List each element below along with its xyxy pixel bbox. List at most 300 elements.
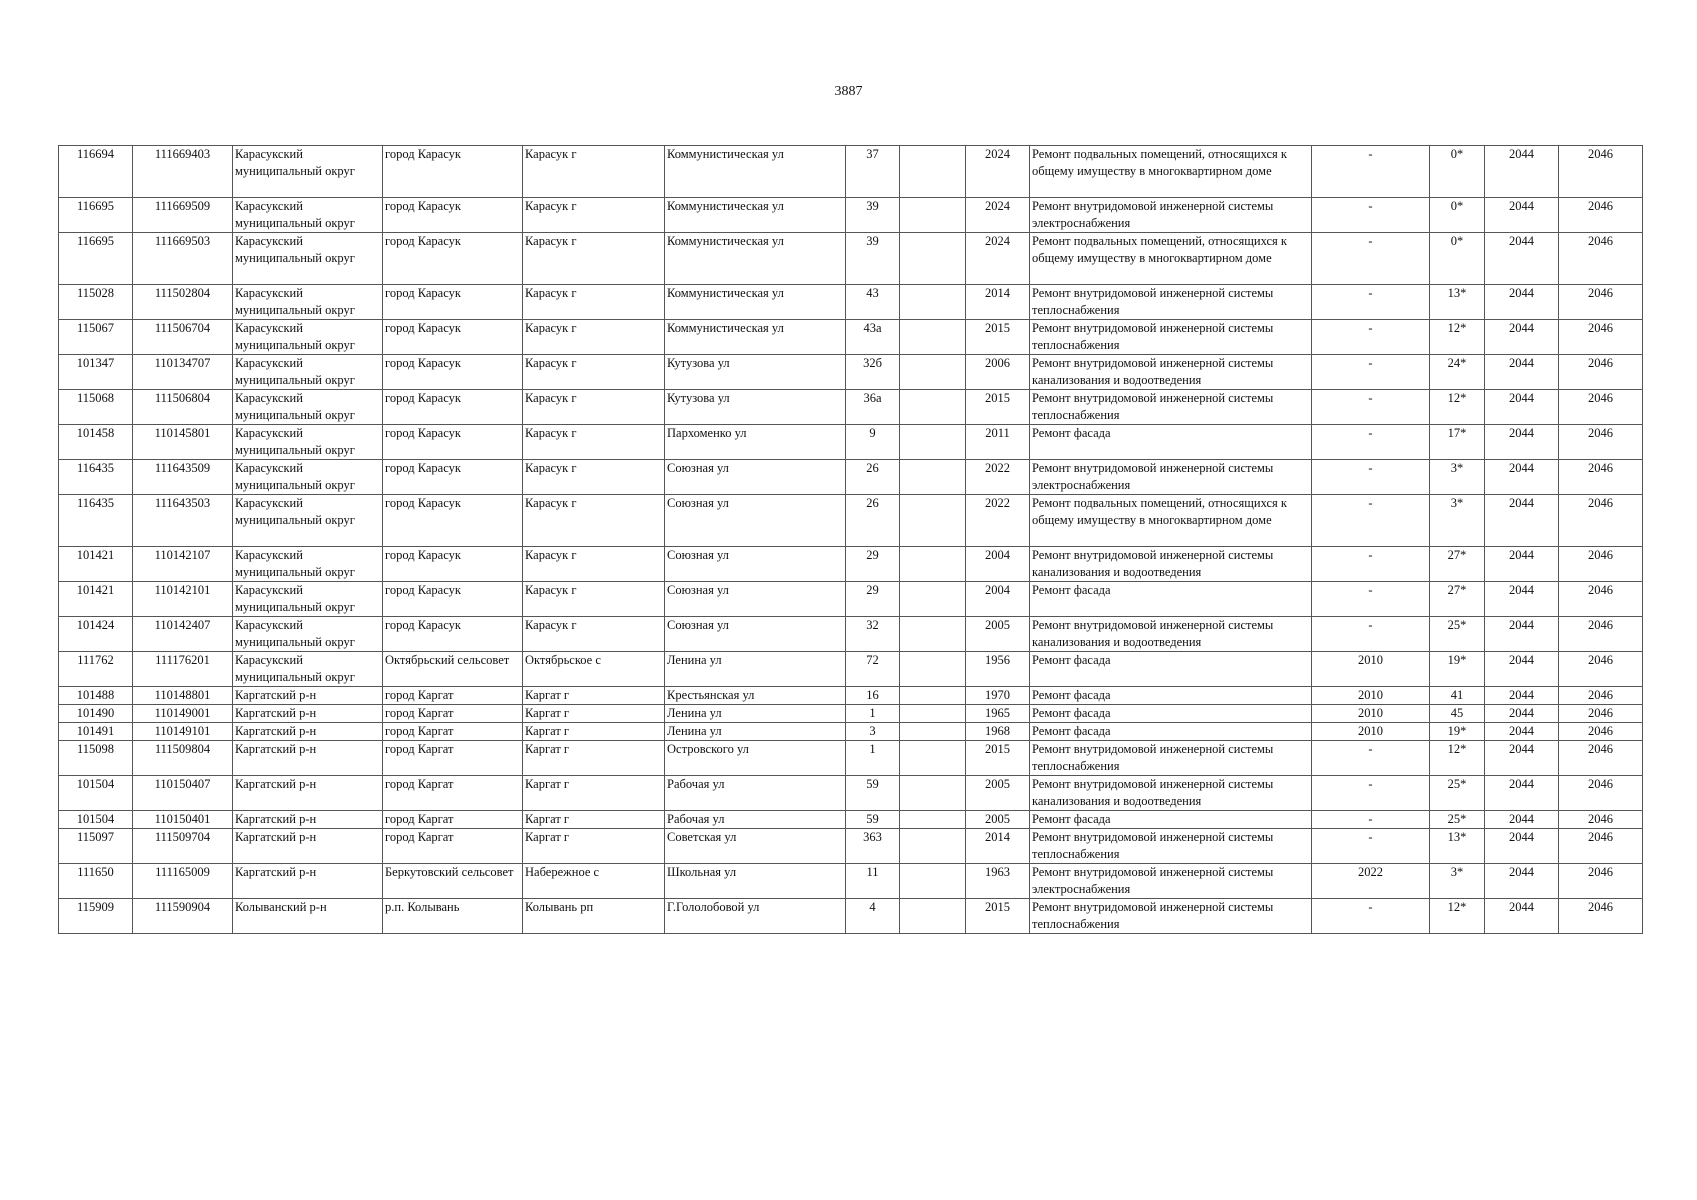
cell-end-year: 2046 (1559, 425, 1643, 460)
cell-municipality: Каргатский р-н (233, 811, 383, 829)
cell-building (900, 652, 966, 687)
table-row (59, 723, 1643, 741)
cell-house-number: 26 (846, 495, 900, 547)
cell-municipality: Каргатский р-н (233, 705, 383, 723)
cell-house-number: 37 (846, 146, 900, 198)
cell-end-year: 2046 (1559, 390, 1643, 425)
cell-settlement: город Каргат (383, 811, 523, 829)
cell-year-built: 1956 (966, 652, 1030, 687)
cell-end-year: 2046 (1559, 285, 1643, 320)
cell-year-built: 2024 (966, 233, 1030, 285)
cell-start-year: 2044 (1485, 425, 1559, 460)
cell-start-year: 2044 (1485, 811, 1559, 829)
cell-object-id: 116695 (59, 233, 133, 285)
cell-building (900, 285, 966, 320)
cell-building (900, 460, 966, 495)
cell-settlement: город Карасук (383, 285, 523, 320)
cell-wear: 24* (1430, 355, 1485, 390)
cell-last-repair-year: - (1312, 146, 1430, 198)
table-row (59, 705, 1643, 723)
cell-end-year: 2046 (1559, 811, 1643, 829)
cell-street: Ленина ул (665, 652, 846, 687)
cell-work-id: 111669509 (133, 198, 233, 233)
cell-building (900, 899, 966, 934)
cell-last-repair-year: - (1312, 355, 1430, 390)
table-row (59, 285, 1643, 320)
cell-last-repair-year: - (1312, 617, 1430, 652)
cell-building (900, 320, 966, 355)
cell-wear: 12* (1430, 899, 1485, 934)
cell-house-number: 9 (846, 425, 900, 460)
cell-object-id: 116694 (59, 146, 133, 198)
table-row (59, 355, 1643, 390)
cell-work-type: Ремонт фасада (1030, 687, 1312, 705)
cell-work-id: 110142407 (133, 617, 233, 652)
cell-work-id: 111509804 (133, 741, 233, 776)
cell-wear: 0* (1430, 198, 1485, 233)
cell-work-type: Ремонт внутридомовой инженерной системы электроснабжения (1030, 198, 1312, 233)
cell-object-id: 116435 (59, 460, 133, 495)
cell-municipality: Карасукский муниципальный округ (233, 652, 383, 687)
cell-last-repair-year: - (1312, 460, 1430, 495)
cell-locality: Карасук г (523, 355, 665, 390)
cell-street: Пархоменко ул (665, 425, 846, 460)
cell-locality: Каргат г (523, 776, 665, 811)
cell-last-repair-year: 2010 (1312, 705, 1430, 723)
cell-street: Кутузова ул (665, 390, 846, 425)
cell-object-id: 101491 (59, 723, 133, 741)
cell-wear: 0* (1430, 233, 1485, 285)
cell-wear: 13* (1430, 829, 1485, 864)
cell-municipality: Каргатский р-н (233, 829, 383, 864)
cell-locality: Карасук г (523, 390, 665, 425)
cell-wear: 3* (1430, 495, 1485, 547)
cell-year-built: 2014 (966, 829, 1030, 864)
cell-end-year: 2046 (1559, 776, 1643, 811)
cell-end-year: 2046 (1559, 320, 1643, 355)
cell-work-id: 111502804 (133, 285, 233, 320)
cell-start-year: 2044 (1485, 547, 1559, 582)
cell-wear: 19* (1430, 723, 1485, 741)
cell-work-type: Ремонт фасада (1030, 723, 1312, 741)
cell-locality: Набережное с (523, 864, 665, 899)
cell-last-repair-year: - (1312, 320, 1430, 355)
cell-building (900, 811, 966, 829)
cell-start-year: 2044 (1485, 233, 1559, 285)
cell-settlement: город Карасук (383, 390, 523, 425)
cell-last-repair-year: - (1312, 899, 1430, 934)
cell-work-id: 111506804 (133, 390, 233, 425)
table-row (59, 390, 1643, 425)
cell-locality: Октябрьское с (523, 652, 665, 687)
cell-end-year: 2046 (1559, 705, 1643, 723)
cell-settlement: город Карасук (383, 425, 523, 460)
page-number: 3887 (834, 84, 863, 99)
cell-settlement: город Карасук (383, 233, 523, 285)
cell-locality: Карасук г (523, 547, 665, 582)
cell-settlement: город Карасук (383, 617, 523, 652)
table-row (59, 320, 1643, 355)
cell-work-type: Ремонт фасада (1030, 811, 1312, 829)
cell-wear: 45 (1430, 705, 1485, 723)
cell-wear: 19* (1430, 652, 1485, 687)
cell-municipality: Каргатский р-н (233, 776, 383, 811)
cell-locality: Карасук г (523, 495, 665, 547)
cell-street: Союзная ул (665, 547, 846, 582)
cell-work-id: 110150401 (133, 811, 233, 829)
cell-municipality: Карасукский муниципальный округ (233, 617, 383, 652)
cell-work-id: 110149001 (133, 705, 233, 723)
cell-start-year: 2044 (1485, 355, 1559, 390)
table-row (59, 811, 1643, 829)
cell-building (900, 705, 966, 723)
cell-work-type: Ремонт фасада (1030, 582, 1312, 617)
cell-year-built: 2004 (966, 547, 1030, 582)
cell-house-number: 3 (846, 723, 900, 741)
cell-municipality: Карасукский муниципальный округ (233, 355, 383, 390)
cell-street: Коммунистическая ул (665, 198, 846, 233)
cell-building (900, 425, 966, 460)
cell-work-type: Ремонт внутридомовой инженерной системы канализования и водоотведения (1030, 355, 1312, 390)
cell-locality: Колывань рп (523, 899, 665, 934)
cell-settlement: город Карасук (383, 547, 523, 582)
cell-year-built: 2005 (966, 776, 1030, 811)
cell-end-year: 2046 (1559, 652, 1643, 687)
cell-street: Рабочая ул (665, 776, 846, 811)
cell-work-id: 110142101 (133, 582, 233, 617)
cell-end-year: 2046 (1559, 146, 1643, 198)
cell-object-id: 116695 (59, 198, 133, 233)
cell-last-repair-year: - (1312, 582, 1430, 617)
cell-settlement: город Каргат (383, 829, 523, 864)
cell-end-year: 2046 (1559, 723, 1643, 741)
cell-building (900, 495, 966, 547)
cell-year-built: 2022 (966, 460, 1030, 495)
cell-municipality: Карасукский муниципальный округ (233, 146, 383, 198)
cell-end-year: 2046 (1559, 495, 1643, 547)
cell-object-id: 101347 (59, 355, 133, 390)
cell-start-year: 2044 (1485, 582, 1559, 617)
cell-wear: 12* (1430, 741, 1485, 776)
cell-locality: Каргат г (523, 829, 665, 864)
cell-end-year: 2046 (1559, 582, 1643, 617)
cell-last-repair-year: - (1312, 425, 1430, 460)
cell-locality: Каргат г (523, 687, 665, 705)
cell-last-repair-year: - (1312, 233, 1430, 285)
cell-house-number: 43а (846, 320, 900, 355)
cell-locality: Карасук г (523, 617, 665, 652)
cell-street: Союзная ул (665, 617, 846, 652)
cell-end-year: 2046 (1559, 864, 1643, 899)
cell-wear: 3* (1430, 864, 1485, 899)
cell-work-type: Ремонт внутридомовой инженерной системы канализования и водоотведения (1030, 776, 1312, 811)
cell-work-id: 111669503 (133, 233, 233, 285)
cell-object-id: 101421 (59, 582, 133, 617)
cell-start-year: 2044 (1485, 460, 1559, 495)
cell-end-year: 2046 (1559, 741, 1643, 776)
cell-house-number: 32б (846, 355, 900, 390)
cell-year-built: 1968 (966, 723, 1030, 741)
cell-building (900, 829, 966, 864)
cell-municipality: Карасукский муниципальный округ (233, 425, 383, 460)
cell-last-repair-year: 2022 (1312, 864, 1430, 899)
cell-end-year: 2046 (1559, 460, 1643, 495)
cell-house-number: 43 (846, 285, 900, 320)
cell-house-number: 11 (846, 864, 900, 899)
table-row (59, 829, 1643, 864)
cell-wear: 41 (1430, 687, 1485, 705)
cell-wear: 12* (1430, 320, 1485, 355)
cell-municipality: Каргатский р-н (233, 741, 383, 776)
cell-street: Коммунистическая ул (665, 146, 846, 198)
cell-house-number: 29 (846, 582, 900, 617)
cell-street: Г.Гололобовой ул (665, 899, 846, 934)
cell-house-number: 4 (846, 899, 900, 934)
cell-year-built: 2004 (966, 582, 1030, 617)
cell-year-built: 2014 (966, 285, 1030, 320)
cell-house-number: 363 (846, 829, 900, 864)
table-row (59, 198, 1643, 233)
cell-building (900, 198, 966, 233)
cell-house-number: 59 (846, 811, 900, 829)
cell-last-repair-year: - (1312, 741, 1430, 776)
cell-municipality: Карасукский муниципальный округ (233, 198, 383, 233)
cell-work-type: Ремонт фасада (1030, 425, 1312, 460)
cell-wear: 27* (1430, 547, 1485, 582)
cell-building (900, 723, 966, 741)
cell-locality: Каргат г (523, 705, 665, 723)
cell-municipality: Карасукский муниципальный округ (233, 233, 383, 285)
cell-start-year: 2044 (1485, 390, 1559, 425)
cell-municipality: Карасукский муниципальный округ (233, 547, 383, 582)
cell-work-type: Ремонт подвальных помещений, относящихся к общему имуществу в многоквартирном доме (1030, 495, 1312, 547)
cell-last-repair-year: - (1312, 495, 1430, 547)
cell-locality: Карасук г (523, 460, 665, 495)
cell-year-built: 2006 (966, 355, 1030, 390)
cell-object-id: 101421 (59, 547, 133, 582)
cell-work-id: 111509704 (133, 829, 233, 864)
cell-work-type: Ремонт внутридомовой инженерной системы канализования и водоотведения (1030, 547, 1312, 582)
cell-work-id: 110148801 (133, 687, 233, 705)
cell-work-id: 111590904 (133, 899, 233, 934)
cell-work-type: Ремонт внутридомовой инженерной системы теплоснабжения (1030, 899, 1312, 934)
cell-year-built: 2024 (966, 146, 1030, 198)
cell-settlement: город Каргат (383, 687, 523, 705)
cell-last-repair-year: 2010 (1312, 723, 1430, 741)
cell-street: Союзная ул (665, 582, 846, 617)
cell-end-year: 2046 (1559, 355, 1643, 390)
cell-last-repair-year: - (1312, 829, 1430, 864)
cell-locality: Карасук г (523, 285, 665, 320)
cell-house-number: 16 (846, 687, 900, 705)
cell-settlement: город Каргат (383, 705, 523, 723)
cell-work-id: 110150407 (133, 776, 233, 811)
cell-last-repair-year: - (1312, 390, 1430, 425)
cell-object-id: 115068 (59, 390, 133, 425)
cell-work-id: 111669403 (133, 146, 233, 198)
cell-year-built: 2015 (966, 390, 1030, 425)
cell-year-built: 2011 (966, 425, 1030, 460)
cell-street: Ленина ул (665, 723, 846, 741)
cell-work-type: Ремонт внутридомовой инженерной системы теплоснабжения (1030, 320, 1312, 355)
cell-street: Советская ул (665, 829, 846, 864)
cell-street: Союзная ул (665, 495, 846, 547)
cell-house-number: 32 (846, 617, 900, 652)
cell-work-id: 110149101 (133, 723, 233, 741)
cell-settlement: город Карасук (383, 355, 523, 390)
cell-last-repair-year: - (1312, 776, 1430, 811)
cell-building (900, 687, 966, 705)
cell-year-built: 1970 (966, 687, 1030, 705)
cell-year-built: 2015 (966, 899, 1030, 934)
table-row (59, 495, 1643, 547)
cell-year-built: 2005 (966, 617, 1030, 652)
cell-street: Школьная ул (665, 864, 846, 899)
cell-house-number: 1 (846, 705, 900, 723)
cell-start-year: 2044 (1485, 285, 1559, 320)
cell-settlement: город Карасук (383, 582, 523, 617)
cell-end-year: 2046 (1559, 547, 1643, 582)
cell-year-built: 2022 (966, 495, 1030, 547)
table-row (59, 233, 1643, 285)
cell-object-id: 115097 (59, 829, 133, 864)
cell-start-year: 2044 (1485, 741, 1559, 776)
cell-municipality: Колыванский р-н (233, 899, 383, 934)
cell-last-repair-year: - (1312, 285, 1430, 320)
cell-work-type: Ремонт внутридомовой инженерной системы теплоснабжения (1030, 741, 1312, 776)
cell-municipality: Карасукский муниципальный округ (233, 495, 383, 547)
cell-settlement: город Каргат (383, 776, 523, 811)
cell-work-id: 111176201 (133, 652, 233, 687)
table-row (59, 582, 1643, 617)
cell-work-id: 110134707 (133, 355, 233, 390)
cell-start-year: 2044 (1485, 776, 1559, 811)
cell-settlement: город Карасук (383, 146, 523, 198)
cell-last-repair-year: 2010 (1312, 687, 1430, 705)
cell-start-year: 2044 (1485, 705, 1559, 723)
cell-wear: 27* (1430, 582, 1485, 617)
cell-building (900, 355, 966, 390)
cell-house-number: 72 (846, 652, 900, 687)
cell-object-id: 116435 (59, 495, 133, 547)
cell-start-year: 2044 (1485, 495, 1559, 547)
cell-work-id: 111643503 (133, 495, 233, 547)
cell-work-id: 110142107 (133, 547, 233, 582)
cell-building (900, 390, 966, 425)
cell-locality: Карасук г (523, 233, 665, 285)
cell-house-number: 36а (846, 390, 900, 425)
cell-street: Кутузова ул (665, 355, 846, 390)
cell-year-built: 1965 (966, 705, 1030, 723)
cell-end-year: 2046 (1559, 829, 1643, 864)
cell-wear: 25* (1430, 776, 1485, 811)
table-row (59, 899, 1643, 934)
cell-work-type: Ремонт внутридомовой инженерной системы теплоснабжения (1030, 285, 1312, 320)
cell-settlement: город Карасук (383, 320, 523, 355)
cell-end-year: 2046 (1559, 617, 1643, 652)
cell-work-type: Ремонт фасада (1030, 705, 1312, 723)
cell-street: Островского ул (665, 741, 846, 776)
cell-locality: Карасук г (523, 320, 665, 355)
table-row (59, 146, 1643, 198)
cell-settlement: город Карасук (383, 198, 523, 233)
cell-settlement: р.п. Колывань (383, 899, 523, 934)
cell-locality: Карасук г (523, 582, 665, 617)
cell-end-year: 2046 (1559, 198, 1643, 233)
cell-year-built: 2015 (966, 320, 1030, 355)
cell-work-id: 110145801 (133, 425, 233, 460)
cell-object-id: 115067 (59, 320, 133, 355)
table-row (59, 460, 1643, 495)
cell-object-id: 101504 (59, 811, 133, 829)
cell-street: Союзная ул (665, 460, 846, 495)
cell-start-year: 2044 (1485, 899, 1559, 934)
table-row (59, 617, 1643, 652)
cell-settlement: город Каргат (383, 723, 523, 741)
cell-last-repair-year: - (1312, 198, 1430, 233)
cell-object-id: 101458 (59, 425, 133, 460)
cell-object-id: 111762 (59, 652, 133, 687)
cell-municipality: Карасукский муниципальный округ (233, 390, 383, 425)
cell-street: Крестьянская ул (665, 687, 846, 705)
cell-object-id: 101424 (59, 617, 133, 652)
cell-house-number: 1 (846, 741, 900, 776)
cell-last-repair-year: - (1312, 811, 1430, 829)
cell-last-repair-year: - (1312, 547, 1430, 582)
cell-work-type: Ремонт внутридомовой инженерной системы теплоснабжения (1030, 390, 1312, 425)
cell-building (900, 146, 966, 198)
cell-house-number: 29 (846, 547, 900, 582)
table-row (59, 776, 1643, 811)
cell-municipality: Карасукский муниципальный округ (233, 320, 383, 355)
cell-start-year: 2044 (1485, 723, 1559, 741)
cell-building (900, 547, 966, 582)
cell-year-built: 2005 (966, 811, 1030, 829)
cell-wear: 0* (1430, 146, 1485, 198)
cell-object-id: 111650 (59, 864, 133, 899)
cell-wear: 17* (1430, 425, 1485, 460)
cell-end-year: 2046 (1559, 687, 1643, 705)
cell-settlement: Беркутовский сельсовет (383, 864, 523, 899)
cell-street: Коммунистическая ул (665, 320, 846, 355)
cell-locality: Карасук г (523, 425, 665, 460)
cell-settlement: Октябрьский сельсовет (383, 652, 523, 687)
cell-work-type: Ремонт внутридомовой инженерной системы электроснабжения (1030, 864, 1312, 899)
cell-building (900, 776, 966, 811)
cell-municipality: Каргатский р-н (233, 864, 383, 899)
cell-building (900, 233, 966, 285)
cell-house-number: 59 (846, 776, 900, 811)
cell-locality: Карасук г (523, 198, 665, 233)
cell-start-year: 2044 (1485, 146, 1559, 198)
cell-start-year: 2044 (1485, 198, 1559, 233)
cell-wear: 25* (1430, 811, 1485, 829)
cell-start-year: 2044 (1485, 687, 1559, 705)
cell-work-type: Ремонт подвальных помещений, относящихся к общему имуществу в многоквартирном доме (1030, 146, 1312, 198)
cell-work-type: Ремонт внутридомовой инженерной системы теплоснабжения (1030, 829, 1312, 864)
cell-street: Коммунистическая ул (665, 285, 846, 320)
cell-work-type: Ремонт внутридомовой инженерной системы канализования и водоотведения (1030, 617, 1312, 652)
table-row (59, 741, 1643, 776)
cell-wear: 13* (1430, 285, 1485, 320)
cell-work-id: 111643509 (133, 460, 233, 495)
cell-locality: Каргат г (523, 723, 665, 741)
cell-object-id: 101504 (59, 776, 133, 811)
table-row (59, 652, 1643, 687)
cell-end-year: 2046 (1559, 233, 1643, 285)
cell-municipality: Каргатский р-н (233, 687, 383, 705)
cell-work-type: Ремонт подвальных помещений, относящихся к общему имуществу в многоквартирном доме (1030, 233, 1312, 285)
